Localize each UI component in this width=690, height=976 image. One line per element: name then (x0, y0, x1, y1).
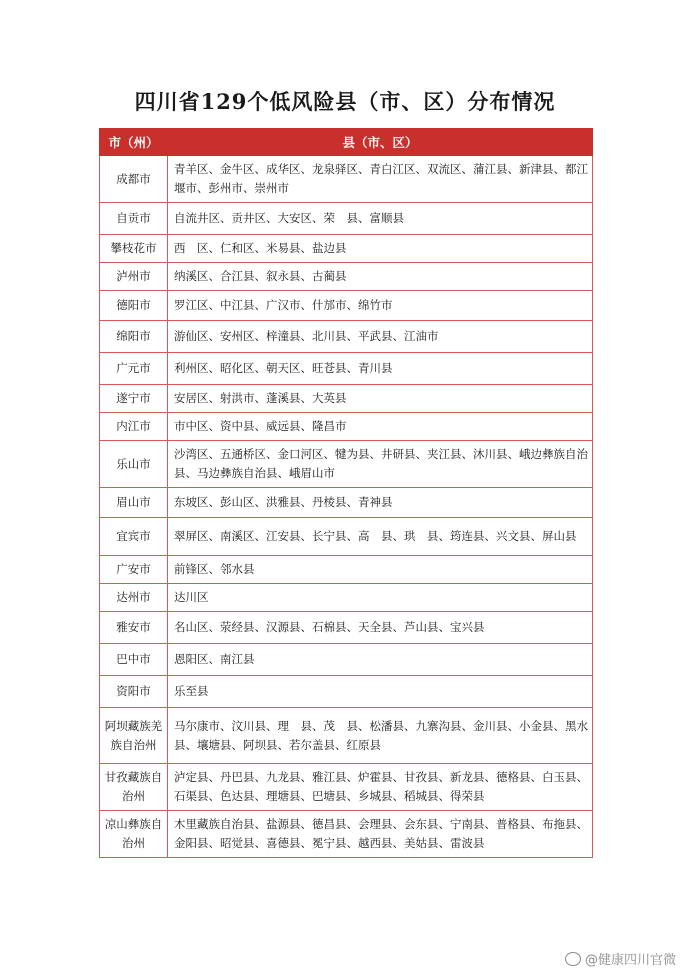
table-row (100, 584, 593, 612)
counties-cell: 青羊区、金牛区、成华区、龙泉驿区、青白江区、双流区、蒲江县、新津县、都江堰市、彭州市、崇州市 (168, 156, 593, 203)
table-row (100, 556, 593, 584)
counties-cell: 安居区、射洪市、蓬溪县、大英县 (168, 385, 593, 413)
city-cell: 资阳市 (100, 676, 168, 708)
table-row (100, 385, 593, 413)
header-counties: 县（市、区） (168, 129, 593, 156)
table-row (100, 644, 593, 676)
city-cell: 眉山市 (100, 488, 168, 518)
table-row (100, 263, 593, 291)
county-table (99, 128, 593, 858)
city-cell: 德阳市 (100, 291, 168, 321)
table-body (100, 156, 593, 858)
watermark (565, 949, 676, 968)
table-row (100, 353, 593, 385)
counties-cell: 利州区、昭化区、朝天区、旺苍县、青川县 (168, 353, 593, 385)
header-city: 市（州） (100, 129, 168, 156)
table-row (100, 764, 593, 811)
watermark-text: @健康四川官微 (584, 953, 676, 968)
city-cell: 成都市 (100, 156, 168, 203)
page-title: 四川省129个低风险县（市、区）分布情况 (134, 89, 556, 114)
counties-cell: 达川区 (168, 584, 593, 612)
counties-cell: 马尔康市、汶川县、理 县、茂 县、松潘县、九寨沟县、金川县、小金县、黑水县、壤塘县、阿坝县、若尔盖县、红原县 (168, 708, 593, 764)
city-cell: 攀枝花市 (100, 235, 168, 263)
city-cell: 凉山彝族自治州 (100, 811, 168, 858)
table-row (100, 203, 593, 235)
counties-cell: 乐至县 (168, 676, 593, 708)
weibo-icon (565, 952, 581, 966)
city-cell: 宜宾市 (100, 518, 168, 556)
counties-cell: 翠屏区、南溪区、江安县、长宁县、高 县、珙 县、筠连县、兴文县、屏山县 (168, 518, 593, 556)
city-cell: 达州市 (100, 584, 168, 612)
table-row (100, 612, 593, 644)
counties-cell: 罗江区、中江县、广汉市、什邡市、绵竹市 (168, 291, 593, 321)
city-cell: 自贡市 (100, 203, 168, 235)
counties-cell: 沙湾区、五通桥区、金口河区、犍为县、井研县、夹江县、沐川县、峨边彝族自治县、马边彝族自治县、峨眉山市 (168, 441, 593, 488)
table-row (100, 156, 593, 203)
counties-cell: 东坡区、彭山区、洪雅县、丹棱县、青神县 (168, 488, 593, 518)
table-row (100, 441, 593, 488)
table-row (100, 291, 593, 321)
counties-cell: 前锋区、邻水县 (168, 556, 593, 584)
city-cell: 巴中市 (100, 644, 168, 676)
city-cell: 雅安市 (100, 612, 168, 644)
counties-cell: 名山区、荥经县、汉源县、石棉县、天全县、芦山县、宝兴县 (168, 612, 593, 644)
counties-cell: 纳溪区、合江县、叙永县、古蔺县 (168, 263, 593, 291)
table-row (100, 518, 593, 556)
city-cell: 广元市 (100, 353, 168, 385)
table-row (100, 676, 593, 708)
city-cell: 绵阳市 (100, 321, 168, 353)
counties-cell: 市中区、资中县、威远县、隆昌市 (168, 413, 593, 441)
table-row (100, 811, 593, 858)
table-row (100, 413, 593, 441)
city-cell: 甘孜藏族自治州 (100, 764, 168, 811)
counties-cell: 游仙区、安州区、梓潼县、北川县、平武县、江油市 (168, 321, 593, 353)
table-row (100, 708, 593, 764)
table-row (100, 321, 593, 353)
counties-cell: 泸定县、丹巴县、九龙县、雅江县、炉霍县、甘孜县、新龙县、德格县、白玉县、石渠县、色达县、理塘县、巴塘县、乡城县、稻城县、得荣县 (168, 764, 593, 811)
table-row (100, 235, 593, 263)
table-row (100, 488, 593, 518)
counties-cell: 自流井区、贡井区、大安区、荣 县、富顺县 (168, 203, 593, 235)
counties-cell: 木里藏族自治县、盐源县、德昌县、会理县、会东县、宁南县、普格县、布拖县、金阳县、昭觉县、喜德县、冕宁县、越西县、美姑县、雷波县 (168, 811, 593, 858)
city-cell: 阿坝藏族羌族自治州 (100, 708, 168, 764)
city-cell: 泸州市 (100, 263, 168, 291)
city-cell: 内江市 (100, 413, 168, 441)
counties-cell: 恩阳区、南江县 (168, 644, 593, 676)
city-cell: 遂宁市 (100, 385, 168, 413)
counties-cell: 西 区、仁和区、米易县、盐边县 (168, 235, 593, 263)
city-cell: 广安市 (100, 556, 168, 584)
city-cell: 乐山市 (100, 441, 168, 488)
table-header-row (100, 129, 593, 156)
